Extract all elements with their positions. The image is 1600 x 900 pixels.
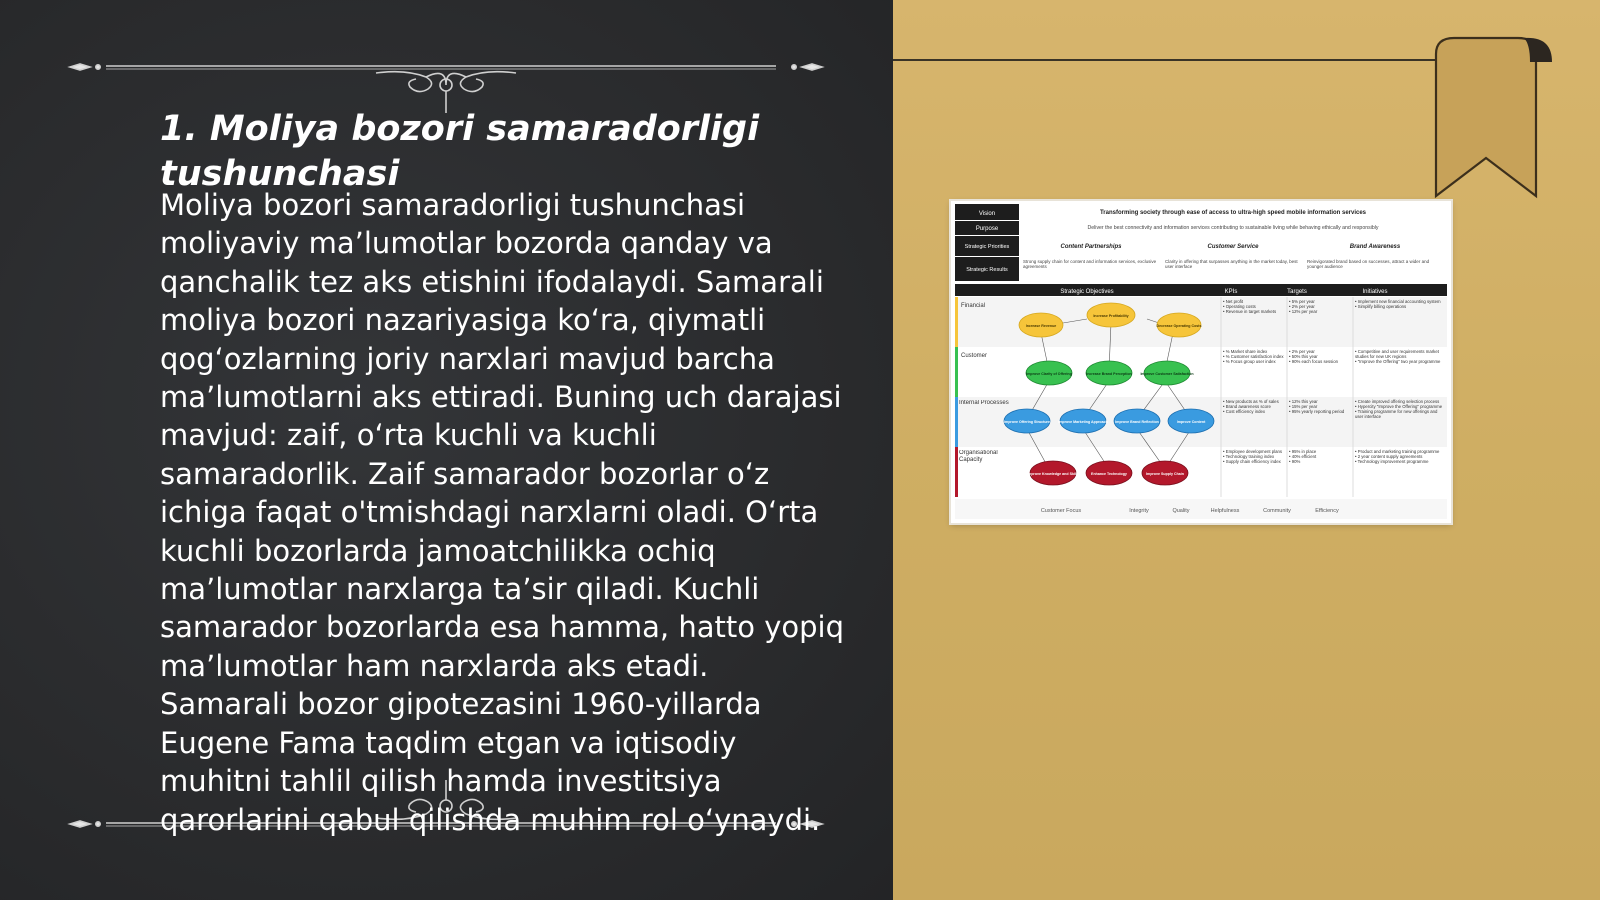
purpose-label: Purpose bbox=[975, 226, 999, 232]
initiatives-internal: • Create improved offering selection process • Hypercity "Improve the Offering" programme • Training programme for new offerings and user interface bbox=[1355, 399, 1443, 419]
result-3: Reinvigorated brand based on successes, attract a wider and younger audience bbox=[1307, 259, 1430, 269]
value-6: Efficiency bbox=[1315, 508, 1339, 514]
internal-label: Internal Processes bbox=[959, 400, 1009, 406]
value-3: Quality bbox=[1172, 508, 1190, 514]
strategy-map-image bbox=[951, 201, 1451, 523]
vision-label: Vision bbox=[978, 211, 996, 217]
targets-internal: • 12% this year • 15% per year • 95% yearly reporting period bbox=[1289, 399, 1345, 414]
node-fin-3: Decrease Operating Costs bbox=[1156, 324, 1202, 328]
priority-1: Content Partnerships bbox=[1060, 244, 1122, 250]
priority-3: Brand Awareness bbox=[1349, 244, 1401, 250]
vision-text: Transforming society through ease of access to ultra-high speed mobile information services bbox=[1099, 210, 1367, 216]
node-cap-3: Improve Supply Chain bbox=[1146, 472, 1184, 476]
node-cap-1: Improve Knowledge and Skills bbox=[1027, 472, 1079, 476]
kpis-financial: • Net profit • Operating costs • Revenue in target markets bbox=[1223, 299, 1277, 314]
col-initiatives: Initiatives bbox=[1362, 289, 1388, 295]
capacity-label: Organisational Capacity bbox=[959, 450, 998, 463]
node-cus-2: Increase Brand Perception bbox=[1086, 372, 1132, 376]
node-cap-2: Enhance Technology bbox=[1091, 472, 1127, 476]
node-int-3: Improve Brand Reflection bbox=[1115, 420, 1159, 424]
node-int-1: Improve Offering Structure bbox=[1004, 420, 1050, 424]
targets-capacity: • 95% in place • 40% efficient • 90% bbox=[1289, 449, 1317, 464]
initiatives-customer: • Competitive and user requirements market studies for new UK regions • "Improve the Offering" two year programme bbox=[1355, 349, 1441, 364]
node-cus-1: Improve Clarity of Offering bbox=[1026, 372, 1072, 376]
node-cus-3: Improve Customer Satisfaction bbox=[1140, 372, 1194, 376]
financial-label: Financial bbox=[961, 303, 986, 309]
initiatives-financial: • Implement new financial accounting system • Simplify billing operations bbox=[1355, 299, 1441, 309]
value-2: Integrity bbox=[1129, 508, 1149, 514]
slide-body-text: Moliya bozori samaradorligi tushunchasi moliyaviy ma’lumotlar bozorda qanday va qanchalik tez aks etishini ifodalaydi. Samarali moliya bozori nazariyasiga ko‘ra, qiymatli qog‘ozlarning joriy narxlari mavjud barcha ma’lumotlarni aks ettiradi. Buning uch darajasi mavjud: zaif, o‘rta kuchli va kuchli samaradorlik. Zaif samarador bozorlar o‘z ichiga faqat o'tmishdagi narxlarni oladi. O‘rta kuchli bozorlarda jamoatchilikka ochiq ma’lumotlar narxlarga ta’sir qiladi. Kuchli samarador bozorlarda esa hamma, hatto yopiq ma’lumotlar ham narxlarda aks etadi. Samarali bozor gipotezasini 1960-yillarda Eugene Fama taqdim etgan va iqtisodiy muhitni tahlil qilish hamda investitsiya qarorlarini qabul qilishda muhim rol o‘ynaydi. bbox=[160, 188, 844, 837]
top-ornament-divider bbox=[66, 55, 826, 115]
decorative-rule bbox=[893, 59, 1453, 61]
priority-2: Customer Service bbox=[1207, 244, 1259, 250]
col-objectives: Strategic Objectives bbox=[1060, 289, 1114, 295]
initiatives-capacity: • Product and marketing training programme • 2 year content supply agreements • Technology improvement programme bbox=[1355, 449, 1440, 464]
customer-label: Customer bbox=[961, 353, 988, 359]
results-label: Strategic Results bbox=[966, 267, 1008, 273]
targets-customer: • 2% per year • 50% this year • 90% each focus session bbox=[1289, 349, 1339, 364]
node-fin-1: Increase Revenue bbox=[1025, 324, 1057, 328]
value-1: Customer Focus bbox=[1040, 508, 1082, 514]
value-4: Helpfulness bbox=[1210, 508, 1240, 514]
node-int-4: Improve Content bbox=[1176, 420, 1206, 424]
kpis-customer: • % Market share index • % Customer satisfaction index • % Focus group user index bbox=[1223, 349, 1284, 364]
purpose-text: Deliver the best connectivity and information services contributing to sustainable living while behaving ethically and responsibly bbox=[1087, 225, 1379, 231]
kpis-capacity: • Employee development plans • Technology training index • Supply chain efficiency index bbox=[1223, 449, 1283, 464]
col-kpis: KPIs bbox=[1224, 289, 1238, 295]
result-1: Strong supply chain for content and information services, exclusive agreements bbox=[1023, 259, 1157, 269]
slide-title: 1. Moliya bozori samaradorligi tushunchasi bbox=[160, 109, 760, 194]
col-targets: Targets bbox=[1287, 289, 1307, 295]
kpis-internal: • New products as % of sales • Brand awareness score • Cost efficiency index bbox=[1223, 399, 1279, 414]
value-5: Community bbox=[1263, 508, 1291, 514]
priorities-label: Strategic Priorities bbox=[964, 244, 1010, 250]
node-int-2: Improve Marketing Approach bbox=[1058, 420, 1108, 424]
node-fin-2: Increase Profitability bbox=[1093, 314, 1129, 318]
bookmark-ribbon-icon bbox=[1432, 36, 1552, 206]
result-2: Clarity in offering that surpasses anything in the market today, best user interface bbox=[1165, 259, 1298, 269]
targets-financial: • 5% per year • 2% per year • 12% per year bbox=[1289, 299, 1318, 314]
